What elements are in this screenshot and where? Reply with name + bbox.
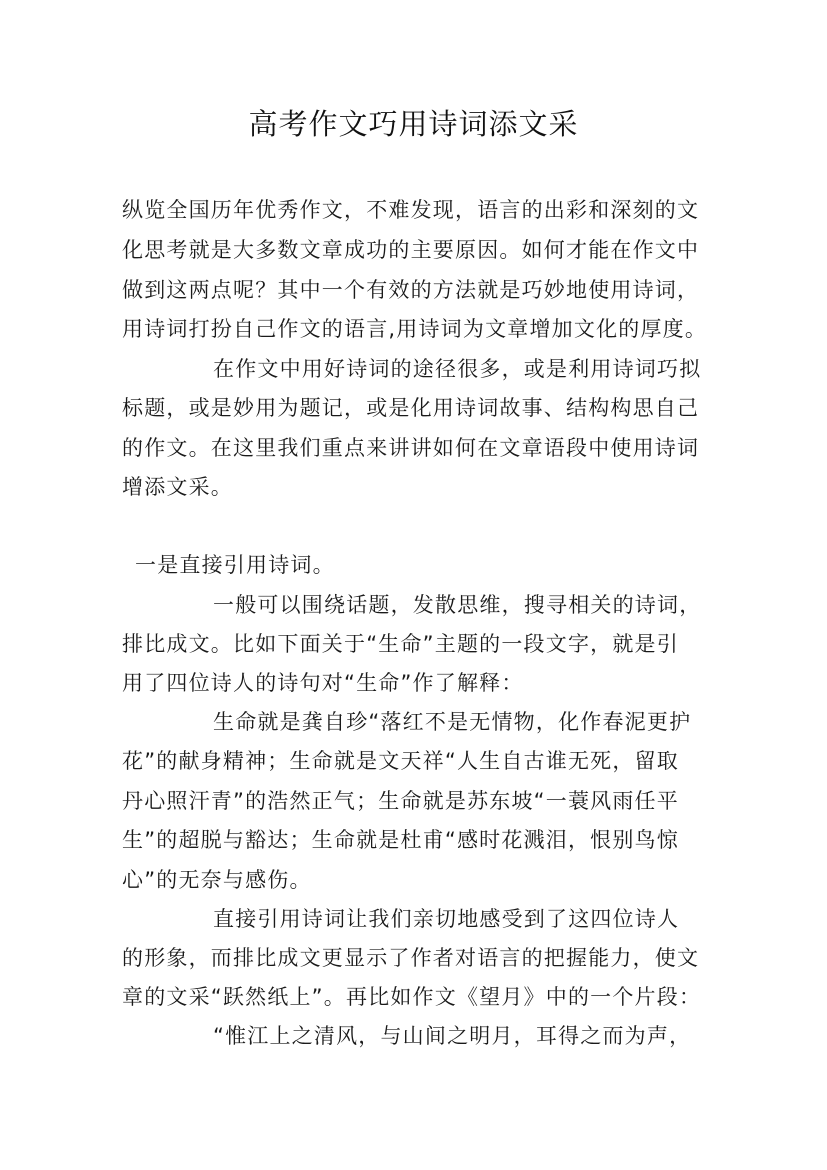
paragraph-line: 纵览全国历年优秀作文，不难发现，语言的出彩和深刻的文 xyxy=(122,198,700,222)
paragraph-line: 直接引用诗词让我们亲切地感受到了这四位诗人 xyxy=(213,907,680,931)
quote-line: 生命就是龚自珍“落红不是无情物，化作春泥更护 xyxy=(213,710,692,734)
quote-line: 花”的献身精神；生命就是文天祥“人生自古谁无死，留取 xyxy=(122,749,679,773)
paragraph-line: 在作文中用好诗词的途径很多，或是利用诗词巧拟 xyxy=(213,357,702,381)
paragraph-line: 章的文采“跃然纸上”。再比如作文《望月》中的一个片段： xyxy=(122,985,702,1009)
quote-line: “惟江上之清风，与山间之明月，耳得之而为声， xyxy=(213,1024,692,1048)
paragraph-line: 排比成文。比如下面关于“生命”主题的一段文字，就是引 xyxy=(122,632,679,656)
paragraph-line: 化思考就是大多数文章成功的主要原因。如何才能在作文中 xyxy=(122,238,700,262)
paragraph-line: 一般可以围绕话题，发散思维，搜寻相关的诗词， xyxy=(213,593,702,617)
quote-line: 心”的无奈与感伤。 xyxy=(122,868,312,892)
paragraph-line: 的形象，而排比成文更显示了作者对语言的把握能力，使文 xyxy=(122,946,700,970)
paragraph-line: 增添文采。 xyxy=(122,475,233,499)
paragraph-line: 的作文。在这里我们重点来讲讲如何在文章语段中使用诗词 xyxy=(122,436,700,460)
quote-line: 生”的超脱与豁达；生命就是杜甫“感时花溅泪，恨别鸟惊 xyxy=(122,828,679,852)
paragraph-line: 用诗词打扮自己作文的语言,用诗词为文章增加文化的厚度。 xyxy=(122,317,708,341)
paragraph-line: 做到这两点呢？其中一个有效的方法就是巧妙地使用诗词， xyxy=(122,278,700,302)
section-heading: 一是直接引用诗词。 xyxy=(135,553,335,577)
document-title: 高考作文巧用诗词添文采 xyxy=(248,107,579,141)
quote-line: 丹心照汗青”的浩然正气；生命就是苏东坡“一蓑风雨任平 xyxy=(122,789,679,813)
paragraph-line: 标题，或是妙用为题记，或是化用诗词故事、结构构思自己 xyxy=(122,396,700,420)
paragraph-line: 用了四位诗人的诗句对“生命”作了解释： xyxy=(122,671,524,695)
